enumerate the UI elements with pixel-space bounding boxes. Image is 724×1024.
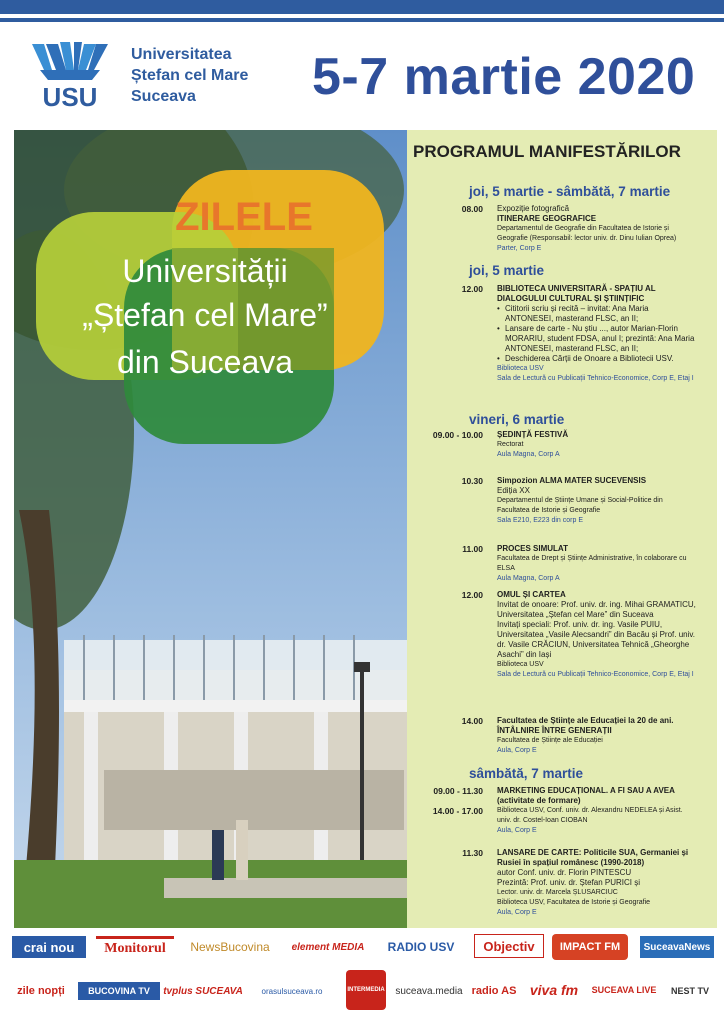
event-time: 08.00	[461, 204, 483, 214]
sponsor-logos	[0, 930, 724, 1024]
event-desc: Biblioteca USV, Facultatea de Istorie și Geografie	[497, 899, 651, 906]
sponsor-logo: NEST TV	[670, 986, 709, 996]
sponsor-logo: INTERMEDIA	[346, 970, 386, 1010]
sponsor-logo: Objectiv	[474, 934, 544, 958]
poster-zilele: ZILELE	[175, 195, 313, 239]
event-time: 14.00	[461, 716, 483, 726]
sponsor-logo: Monitorul	[96, 936, 174, 958]
event-location: Aula, Corp E	[497, 747, 537, 754]
campus-photo	[14, 130, 407, 928]
sponsor-logo: crai nou	[12, 936, 86, 958]
event-time: 12.00	[461, 590, 483, 600]
university-line1: Universitatea	[131, 46, 232, 63]
event-bullet: • Deschiderea Cărții de Onoare a Bibliotecii USV.	[497, 354, 697, 364]
event-time: 14.00 - 17.00	[432, 806, 483, 816]
top-bar-gap	[0, 14, 724, 18]
event-desc: Biblioteca USV, Conf. univ. dr. Alexandru NEDELEA și Asist. univ. dr. Costel-Ioan CIOBAN	[497, 807, 683, 824]
sponsor-logo: IMPACT FM	[552, 934, 628, 960]
day-heading-friday: vineri, 6 martie	[469, 412, 565, 427]
event-title: Facultatea de Științe ale Educației la 20 de ani. ÎNTÂLNIRE ÎNTRE GENERAȚII	[497, 716, 674, 735]
usv-crown-icon	[30, 40, 110, 110]
event-desc: Invitați speciali: Prof. univ. dr. ing. Vasile PUIU, Universitatea „Vasile Alecsandri” din Bacău și Prof. univ. dr. Vasile CRĂCIUN, Universitatea Tehnică „Gheorghe Asachi” din Iași	[497, 620, 696, 659]
event-location: Aula, Corp E	[497, 909, 537, 916]
sponsor-logo: orasulsuceava.ro	[261, 986, 323, 996]
poster-line1: Universității	[122, 253, 288, 289]
program-title: PROGRAMUL MANIFESTĂRILOR	[413, 142, 681, 161]
event-title: BIBLIOTECA UNIVERSITARĂ - SPAȚIU AL DIALOGULUI CULTURAL ȘI ȘTIINȚIFIC	[497, 284, 656, 303]
event-location: Sala de Lectură cu Publicații Tehnico-Economice, Corp E, Etaj I	[497, 671, 694, 678]
sponsor-logo: element MEDIA	[291, 941, 365, 953]
university-name	[131, 44, 248, 107]
sponsor-logo: BUCOVINA TV	[78, 982, 160, 1000]
event-desc: autor Conf. univ. dr. Florin PINTESCU	[497, 868, 632, 877]
sponsor-logo: radio AS	[471, 985, 517, 997]
campus-illustration	[14, 130, 407, 928]
university-line2: Ștefan cel Mare	[131, 67, 249, 84]
event-location: Biblioteca USV	[497, 365, 544, 372]
event-time: 09.00 - 10.00	[432, 430, 483, 440]
svg-text:USU: USU	[42, 82, 98, 110]
event-title: Simpozion ALMA MATER SUCEVENSIS	[497, 476, 647, 485]
sponsor-logo: tvplus SUCEAVA	[163, 985, 243, 997]
event-title: ȘEDINȚĂ FESTIVĂ	[497, 430, 569, 439]
top-bar	[0, 0, 724, 22]
sponsor-logo: SuceavaNews	[640, 936, 714, 958]
day-heading-thursday: joi, 5 martie	[469, 263, 545, 278]
event-bullet: • Cititorii scriu și recită – invitat: Ana Maria ANTONESEI, masterand FLSC, an II;	[497, 304, 697, 324]
event-time: 11.00	[462, 544, 483, 554]
day-heading-saturday: sâmbătă, 7 martie	[469, 766, 584, 781]
poster-line2: „Ștefan cel Mare”	[82, 297, 328, 333]
event-title: OMUL ȘI CARTEA	[497, 590, 566, 599]
event-desc: Lector. univ. dr. Marcela ȘLUSARCIUC	[497, 889, 618, 896]
event-bullet: • Lansare de carte - Nu știu ..., autor Marian-Florin MORARIU, student FDSA, anul I; prezintă: Ana Maria ANTONESEI, masterand FLSC, an II;	[497, 324, 697, 354]
event-desc: Departamentul de Științe Umane și Social-Politice din Facultatea de Istorie și Geografie	[497, 497, 663, 514]
event-title: MARKETING EDUCAȚIONAL. A FI SAU A AVEA (activitate de formare)	[497, 786, 675, 805]
event-location: Aula, Corp E	[497, 827, 537, 834]
event-time: 09.00 - 11.30	[433, 786, 483, 796]
sponsor-logo: RADIO USV	[387, 940, 455, 954]
event-location: Sala E210, E223 din corp E	[497, 517, 584, 524]
event-line: Ediția XX	[497, 486, 530, 495]
event-line: Expoziție fotografică	[497, 204, 570, 213]
usv-logo	[30, 40, 110, 110]
event-desc: Facultatea de Științe ale Educației	[497, 737, 603, 744]
program-panel	[407, 130, 717, 928]
event-location: Biblioteca USV	[497, 661, 544, 668]
sponsor-logo: viva fm	[529, 982, 579, 998]
event-location: Parter, Corp E	[497, 245, 542, 252]
event-desc: Departamentul de Geografie din Facultatea de Istorie și Geografie (Responsabil: lector univ. dr. Dinu Iulian Oprea)	[497, 225, 677, 242]
sponsor-logo: SUCEAVA LIVE	[591, 985, 657, 995]
event-title: LANSARE DE CARTE: Politicile SUA, Germaniei și Rusiei în spațiul românesc (1990-2018)	[497, 848, 689, 867]
event-location: Aula Magna, Corp A	[497, 451, 560, 458]
sponsor-logo: zile nopți	[17, 985, 65, 997]
event-time: 11.30	[462, 848, 483, 858]
event-time: 10.30	[461, 476, 483, 486]
event-date-title: 5-7 martie 2020	[312, 48, 696, 106]
event-desc: Facultatea de Drept și Științe Administrative, în colaborare cu ELSA	[497, 555, 687, 572]
sponsor-logo: suceava.media	[395, 985, 463, 997]
event-desc: Invitat de onoare: Prof. univ. dr. ing. Mihai GRAMATICU, Universitatea „Ștefan cel Mare” din Suceava	[497, 600, 696, 619]
event-location: Aula Magna, Corp A	[497, 575, 560, 582]
poster-line3: din Suceava	[116, 344, 294, 380]
university-line3: Suceava	[131, 88, 196, 105]
sponsor-logo: NewsBucovina	[190, 940, 270, 954]
day-heading-all: joi, 5 martie - sâmbătă, 7 martie	[469, 184, 671, 199]
event-line: Rectorat	[497, 441, 524, 448]
event-title: ITINERARE GEOGRAFICE	[497, 214, 597, 223]
event-desc: Prezintă: Prof. univ. dr. Ștefan PURICI și	[497, 878, 641, 887]
event-time: 12.00	[461, 284, 483, 294]
event-location: Sala de Lectură cu Publicații Tehnico-Economice, Corp E, Etaj I	[497, 375, 694, 382]
event-title: PROCES SIMULAT	[497, 544, 568, 553]
